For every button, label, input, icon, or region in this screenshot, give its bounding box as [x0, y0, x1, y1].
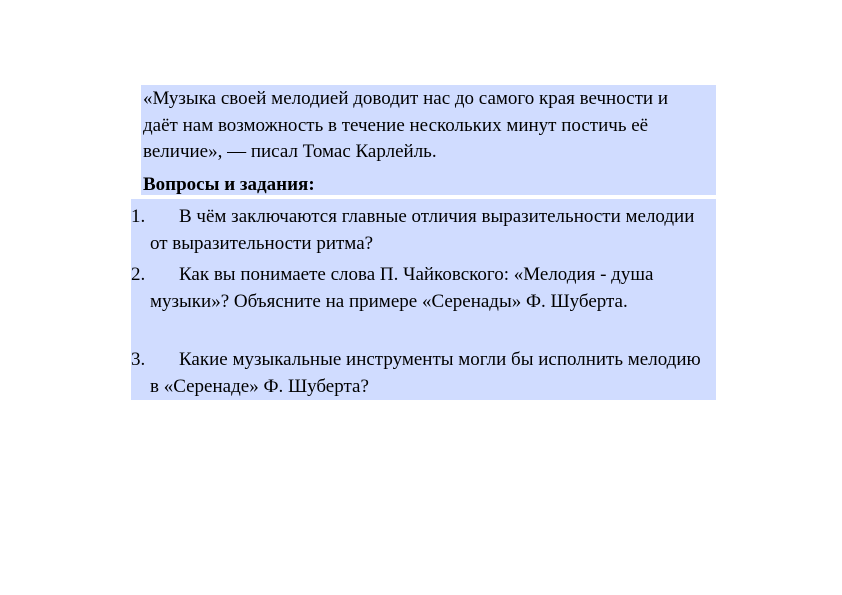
question-number: 1. — [131, 206, 146, 227]
questions-heading: Вопросы и задания: — [143, 174, 315, 195]
question-text: В чём заключаются главные отличия выразительности мелодии от выразительности ритма? — [150, 206, 695, 254]
question-number: 2. — [131, 264, 146, 285]
question-item-3 — [131, 347, 706, 400]
question-text: Какие музыкальные инструменты могли бы исполнить мелодию в «Серенаде» Ф. Шуберта? — [150, 349, 701, 397]
question-text: Как вы понимаете слова П. Чайковского: «Мелодия - душа музыки»? Объясните на примере «Серенады» Ф. Шуберта. — [150, 264, 654, 312]
question-item-2 — [131, 262, 706, 315]
quote-text: «Музыка своей мелодией доводит нас до самого края вечности и даёт нам возможность в течение нескольких минут постичь её величие», — писал Томас Карлейль. — [143, 88, 668, 162]
question-number: 3. — [131, 349, 146, 370]
question-item-1 — [131, 204, 706, 257]
